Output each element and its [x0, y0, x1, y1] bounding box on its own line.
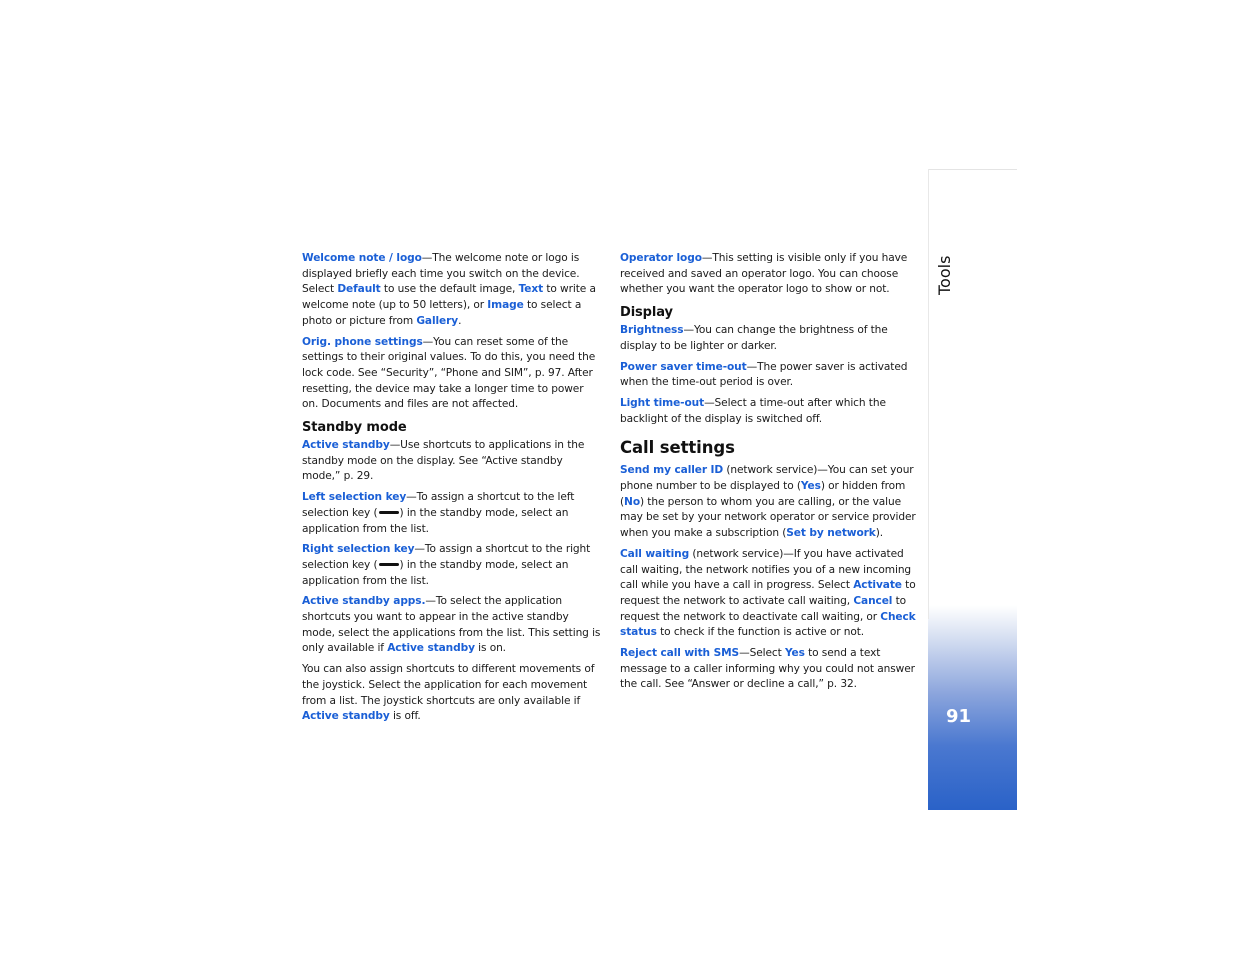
text: ) in the standby mode, select an application from the list.	[302, 558, 569, 587]
text: ) the person to whom you are calling, or the value may be set by your network operator or service provider when you make a subscription (	[620, 495, 916, 540]
term-send-caller-id: Send my caller ID	[620, 464, 724, 477]
text: You can also assign shortcuts to different movements of the joystick. Select the application for each movement from a list. The joystick shortcuts are only available if	[302, 663, 595, 707]
text: to write a welcome note (up to 50 letters), or	[302, 283, 596, 312]
text: —The welcome note or logo is displayed briefly each time you switch on the device. Select	[302, 252, 580, 296]
text: to request the network to deactivate call waiting, or	[620, 594, 907, 623]
paragraph-welcome-note	[302, 251, 602, 330]
text: ) in the standby mode, select an application from the list.	[302, 506, 569, 535]
term-check-status: Check status	[620, 610, 916, 639]
paragraph-active-standby	[302, 438, 602, 485]
paragraph-brightness	[620, 323, 920, 354]
term-active-standby: Active standby	[302, 439, 390, 452]
paragraph-active-standby-apps	[302, 594, 602, 657]
term-text: Text	[518, 283, 544, 296]
heading-call-settings: Call settings	[620, 438, 735, 458]
term-call-waiting: Call waiting	[620, 547, 690, 560]
paragraph-left-selection-key	[302, 490, 602, 537]
left-column	[302, 251, 602, 730]
term-right-selection-key: Right selection key	[302, 543, 415, 556]
term-no: No	[624, 495, 640, 508]
chapter-title: Tools	[935, 255, 954, 295]
text: ) or hidden from (	[620, 480, 906, 508]
paragraph-right-selection-key	[302, 542, 602, 589]
text: —The power saver is activated when the time-out period is over.	[620, 360, 908, 389]
paragraph-reject-call-sms	[620, 646, 920, 693]
paragraph-call-waiting	[620, 547, 920, 641]
text: (network service)—If you have activated call waiting, the network notifies you of a new incoming call while you have a call in progress. Select	[620, 547, 912, 592]
text: to select a photo or picture from	[302, 299, 582, 327]
text: is off.	[389, 710, 421, 723]
text: —This setting is visible only if you have received and saved an operator logo. You can choose whether you want the operator logo to show or not.	[620, 252, 908, 296]
heading-standby-mode: Standby mode	[302, 420, 407, 436]
paragraph-orig-phone-settings	[302, 335, 602, 414]
term-set-by-network: Set by network	[786, 527, 876, 540]
right-column	[620, 251, 920, 698]
term-gallery: Gallery	[416, 314, 459, 327]
page-number: 91	[946, 706, 972, 727]
term-active-standby: Active standby	[387, 642, 475, 655]
text: to send a text message to a caller informing why you could not answer the call. See “Answer or decline a call,” p. 32.	[620, 647, 915, 691]
term-yes: Yes	[800, 480, 821, 493]
paragraph-send-caller-id	[620, 463, 920, 542]
text: .	[458, 314, 462, 327]
text: —Select a time-out after which the backlight of the display is switched off.	[620, 396, 886, 425]
term-image: Image	[487, 299, 524, 312]
text: is on.	[474, 642, 506, 655]
paragraph-light-timeout	[620, 396, 920, 427]
heading-display: Display	[620, 305, 673, 321]
term-power-saver: Power saver time-out	[620, 360, 747, 373]
paragraph-operator-logo	[620, 251, 920, 298]
sidebar-divider	[928, 169, 929, 619]
term-left-selection-key: Left selection key	[302, 491, 407, 504]
text: to request the network to activate call waiting,	[620, 579, 916, 607]
term-active-standby: Active standby	[302, 710, 390, 723]
text: —To assign a shortcut to the right selection key (	[302, 543, 591, 571]
text: —You can change the brightness of the display to be lighter or darker.	[620, 324, 888, 352]
text: —Select	[739, 647, 785, 660]
term-default: Default	[337, 283, 381, 296]
term-orig-phone-settings: Orig. phone settings	[302, 335, 423, 348]
left-selection-key-icon	[379, 511, 399, 514]
term-active-standby-apps: Active standby apps.	[302, 595, 426, 608]
text: ).	[875, 527, 884, 540]
term-welcome-note: Welcome note / logo	[302, 252, 422, 264]
text: —To select the application shortcuts you want to appear in the active standby mode, select the applications from the list. This setting is only available if	[302, 595, 601, 655]
text: to check if the function is active or not.	[656, 626, 865, 639]
text: —To assign a shortcut to the left selection key (	[302, 491, 575, 519]
text: to use the default image,	[380, 283, 519, 296]
text: —You can reset some of the settings to their original values. To do this, you need the lock code. See “Security”, “Phone and SIM”, p. 97. After resetting, the device may take a longer time to power on. Documents and files are not affected.	[302, 335, 596, 411]
term-operator-logo: Operator logo	[620, 252, 702, 264]
term-activate: Activate	[853, 579, 902, 592]
term-brightness: Brightness	[620, 324, 684, 337]
paragraph-power-saver	[620, 360, 920, 391]
text: (network service)—You can set your phone number to be displayed to (	[620, 464, 914, 493]
term-cancel: Cancel	[853, 594, 893, 607]
text: —Use shortcuts to applications in the standby mode on the display. See “Active standby mode,” p. 29.	[302, 439, 585, 483]
term-reject-call-sms: Reject call with SMS	[620, 647, 740, 660]
term-yes: Yes	[784, 647, 805, 660]
paragraph-joystick-shortcuts	[302, 662, 602, 725]
right-selection-key-icon	[379, 563, 399, 566]
term-light-timeout: Light time-out	[620, 396, 705, 409]
